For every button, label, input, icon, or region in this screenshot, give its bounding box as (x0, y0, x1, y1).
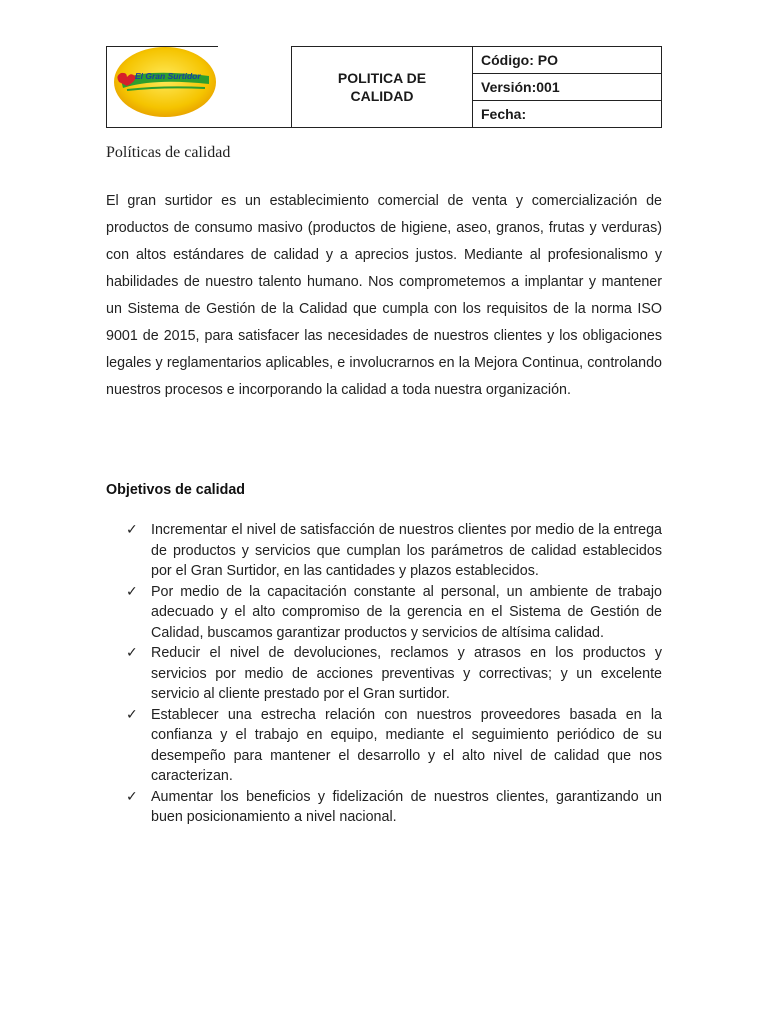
objective-text: Aumentar los beneficios y fidelización de nuestros clientes, garantizando un buen posicionamiento a nivel nacional. (151, 788, 662, 825)
objective-text: Incrementar el nivel de satisfacción de nuestros clientes por medio de la entrega de productos y servicios que cumplan los parámetros de calidad establecidos por el Gran Surtidor, en las cantidades y plazos establecidos. (151, 522, 662, 579)
objective-text: Establecer una estrecha relación con nuestros proveedores basada en la confianza y el trabajo en equipo, mediante el seguimiento periódico de su desempeño para mantener el desarrollo y el alto nivel de calidad que nos caracterizan. (151, 706, 662, 784)
title-line-2: CALIDAD (350, 88, 414, 104)
code-field: Código: PO (473, 47, 662, 74)
objectives-heading: Objetivos de calidad (106, 482, 246, 498)
objectives-list (126, 520, 662, 828)
check-icon: ✓ (126, 645, 138, 661)
list-item (126, 705, 662, 787)
list-item (126, 520, 662, 582)
list-item (126, 787, 662, 828)
policies-paragraph: El gran surtidor es un establecimiento comercial de venta y comercialización de productos de consumo masivo (productos de higiene, aseo, granos, frutas y verduras) con altos estándares de calidad y a aprecios justos. Mediante al profesionalismo y habilidades de nuestro talento humano. Nos comprometemos a implantar y mantener un Sistema de Gestión de la Calidad que cumpla con los requisitos de la norma ISO 9001 de 2015, para satisfacer las necesidades de nuestros clientes y los obligaciones legales y reglamentarios aplicables, e involucrarnos en la Mejora Continua, controlando nuestros procesos e incorporando la calidad a toda nuestra organización. (106, 193, 662, 398)
objective-text: Por medio de la capacitación constante al personal, un ambiente de trabajo adecuado y el alto compromiso de la gerencia en el Sistema de Gestión de Calidad, buscamos garantizar productos y servicios de altísima calidad. (151, 583, 662, 641)
check-icon: ✓ (126, 788, 138, 805)
date-field: Fecha: (473, 101, 662, 128)
document-title (292, 47, 473, 128)
list-item (126, 643, 662, 705)
logo-wordmark: El Gran Surtidor (135, 71, 201, 81)
version-field: Versión:001 (473, 74, 662, 101)
company-logo (113, 46, 217, 118)
list-item (126, 582, 662, 644)
title-line-1: POLITICA DE (337, 70, 427, 86)
check-icon: ✓ (126, 706, 138, 723)
policies-heading: Políticas de calidad (106, 144, 231, 161)
check-icon: ✓ (126, 583, 138, 600)
objective-text: Reducir el nivel de devoluciones, reclamos y atrasos en los productos y servicios por medio de acciones preventivas y correctivas; y un excelente servicio al cliente prestado por el Gran surtidor. (151, 645, 662, 702)
check-icon: ✓ (126, 522, 138, 538)
